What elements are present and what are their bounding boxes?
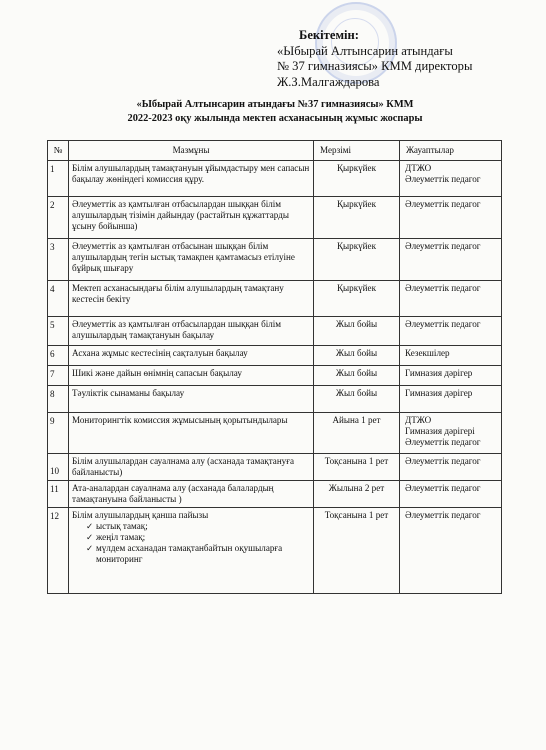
row-content — [69, 386, 314, 413]
checklist-item: ✓ ыстық тамақ; — [86, 521, 310, 532]
table-row — [48, 386, 502, 413]
responsible-person: Гимназия дәрігер — [405, 368, 473, 378]
row-number: 1 — [48, 161, 69, 197]
header-responsible: Жауаптылар — [400, 141, 502, 161]
responsible-person: Әлеуметтік педагог — [405, 510, 481, 520]
table-row — [48, 346, 502, 366]
title-line-1: «Ыбырай Алтынсарин атындағы №37 гимназиясы» КММ — [136, 99, 414, 110]
checklist-item: ✓ мүлдем асханадан тамақтанбайтын оқушыларға мониторинг — [86, 543, 310, 565]
responsible-person: Әлеуметтік педагог — [405, 319, 481, 329]
row-term: Жыл бойы — [314, 386, 400, 413]
row-content — [69, 161, 314, 197]
row-responsible — [400, 481, 502, 508]
checklist — [72, 521, 310, 565]
row-content-text: Білім алушылардың қанша пайызы — [72, 510, 209, 520]
row-content — [69, 317, 314, 346]
plan-table — [47, 140, 502, 594]
row-content — [69, 481, 314, 508]
row-number: 12 — [48, 508, 69, 594]
row-term: Айына 1 рет — [314, 413, 400, 454]
responsible-person: Әлеуметтік педагог — [405, 283, 481, 293]
table-row — [48, 366, 502, 386]
row-number: 4 — [48, 281, 69, 317]
row-term: Жыл бойы — [314, 346, 400, 366]
row-content-text: Әлеуметтік аз қамтылған отбасылардан шыққан білім алушылардың тізімін дайындау (растайтын құжаттарды ұсыну бойынша) — [72, 199, 289, 231]
checklist-item: ✓ жеңіл тамақ; — [86, 532, 310, 543]
row-content — [69, 413, 314, 454]
table-row — [48, 508, 502, 594]
header-term: Мерзімі — [314, 141, 400, 161]
responsible-person: ДТЖО — [405, 415, 432, 425]
row-content — [69, 454, 314, 481]
row-number: 8 — [48, 386, 69, 413]
row-responsible — [400, 386, 502, 413]
row-content-text: Мектеп асханасындағы білім алушылардың тамақтану кестесін бекіту — [72, 283, 284, 304]
row-number: 6 — [48, 346, 69, 366]
approval-line: Ж.З.Малгаждарова — [277, 74, 380, 89]
row-content — [69, 346, 314, 366]
table-row — [48, 454, 502, 481]
row-content-text: Шикі және дайын өнімнің сапасын бақылау — [72, 368, 242, 378]
row-responsible — [400, 346, 502, 366]
row-content — [69, 366, 314, 386]
row-responsible — [400, 454, 502, 481]
responsible-person: Әлеуметтік педагог — [405, 174, 481, 184]
row-responsible — [400, 281, 502, 317]
row-content-text: Тәуліктік сынаманы бақылау — [72, 388, 185, 398]
row-number: 7 — [48, 366, 69, 386]
table-row — [48, 239, 502, 281]
row-number: 9 — [48, 413, 69, 454]
header-number: № — [48, 141, 69, 161]
table-row — [48, 197, 502, 239]
responsible-person: Әлеуметтік педагог — [405, 456, 481, 466]
approval-block — [277, 28, 537, 90]
table-row — [48, 161, 502, 197]
table-header-row — [48, 141, 502, 161]
row-term: Қыркүйек — [314, 239, 400, 281]
row-number: 5 — [48, 317, 69, 346]
row-content-text: Білім алушылардың тамақтануын ұйымдастыру мен сапасын бақылау жөніндегі комиссия құру. — [72, 163, 310, 184]
row-content-text: Мониторингтік комиссия жұмысының қорытындылары — [72, 415, 288, 425]
approval-heading: Бекітемін: — [299, 28, 359, 42]
title-line-2: 2022-2023 оқу жылында мектеп асханасының жұмыс жоспары — [127, 113, 423, 124]
row-responsible — [400, 317, 502, 346]
table-row — [48, 413, 502, 454]
row-content — [69, 239, 314, 281]
table-row — [48, 481, 502, 508]
row-content-text: Әлеуметтік аз қамтылған отбасынан шыққан білім алушылардың тегін ыстық тамақпен қамтамасыз етілуіне бұйрық шығару — [72, 241, 295, 273]
row-term: Жыл бойы — [314, 366, 400, 386]
row-responsible — [400, 197, 502, 239]
row-term: Қыркүйек — [314, 197, 400, 239]
responsible-person: Әлеуметтік педагог — [405, 483, 481, 493]
approval-line: «Ыбырай Алтынсарин атындағы — [277, 43, 453, 58]
row-term: Жылына 2 рет — [314, 481, 400, 508]
responsible-person: Гимназия дәрігер — [405, 388, 473, 398]
row-content — [69, 508, 314, 594]
row-responsible — [400, 161, 502, 197]
row-content-text: Ата-аналардан сауалнама алу (асханада балалардың тамақтануына байланысты ) — [72, 483, 274, 504]
row-responsible — [400, 366, 502, 386]
row-number: 2 — [48, 197, 69, 239]
responsible-person: Кезекшілер — [405, 348, 450, 358]
header-content: Мазмұны — [69, 141, 314, 161]
row-responsible — [400, 239, 502, 281]
row-term: Тоқсанына 1 рет — [314, 454, 400, 481]
row-content-text: Әлеуметтік аз қамтылған отбасылардан шыққан білім алушылардың тамақтануын бақылау — [72, 319, 282, 340]
table-row — [48, 317, 502, 346]
responsible-person: ДТЖО — [405, 163, 432, 173]
responsible-person: Әлеуметтік педагог — [405, 437, 481, 447]
document-title — [40, 98, 510, 126]
row-responsible — [400, 413, 502, 454]
responsible-person: Әлеуметтік педагог — [405, 199, 481, 209]
row-number: 10 — [48, 454, 69, 481]
row-content-text: Асхана жұмыс кестесінің сақталуын бақылау — [72, 348, 248, 358]
row-content — [69, 281, 314, 317]
row-number: 3 — [48, 239, 69, 281]
responsible-person: Әлеуметтік педагог — [405, 241, 481, 251]
row-term: Жыл бойы — [314, 317, 400, 346]
responsible-person: Гимназия дәрігері — [405, 426, 475, 436]
row-content — [69, 197, 314, 239]
row-term: Қыркүйек — [314, 161, 400, 197]
row-responsible — [400, 508, 502, 594]
table-row — [48, 281, 502, 317]
row-term: Қыркүйек — [314, 281, 400, 317]
approval-line: № 37 гимназиясы» КММ директоры — [277, 59, 473, 73]
row-number: 11 — [48, 481, 69, 508]
row-term: Тоқсанына 1 рет — [314, 508, 400, 594]
row-content-text: Білім алушылардан сауалнама алу (асханада тамақтануға байланысты) — [72, 456, 294, 477]
